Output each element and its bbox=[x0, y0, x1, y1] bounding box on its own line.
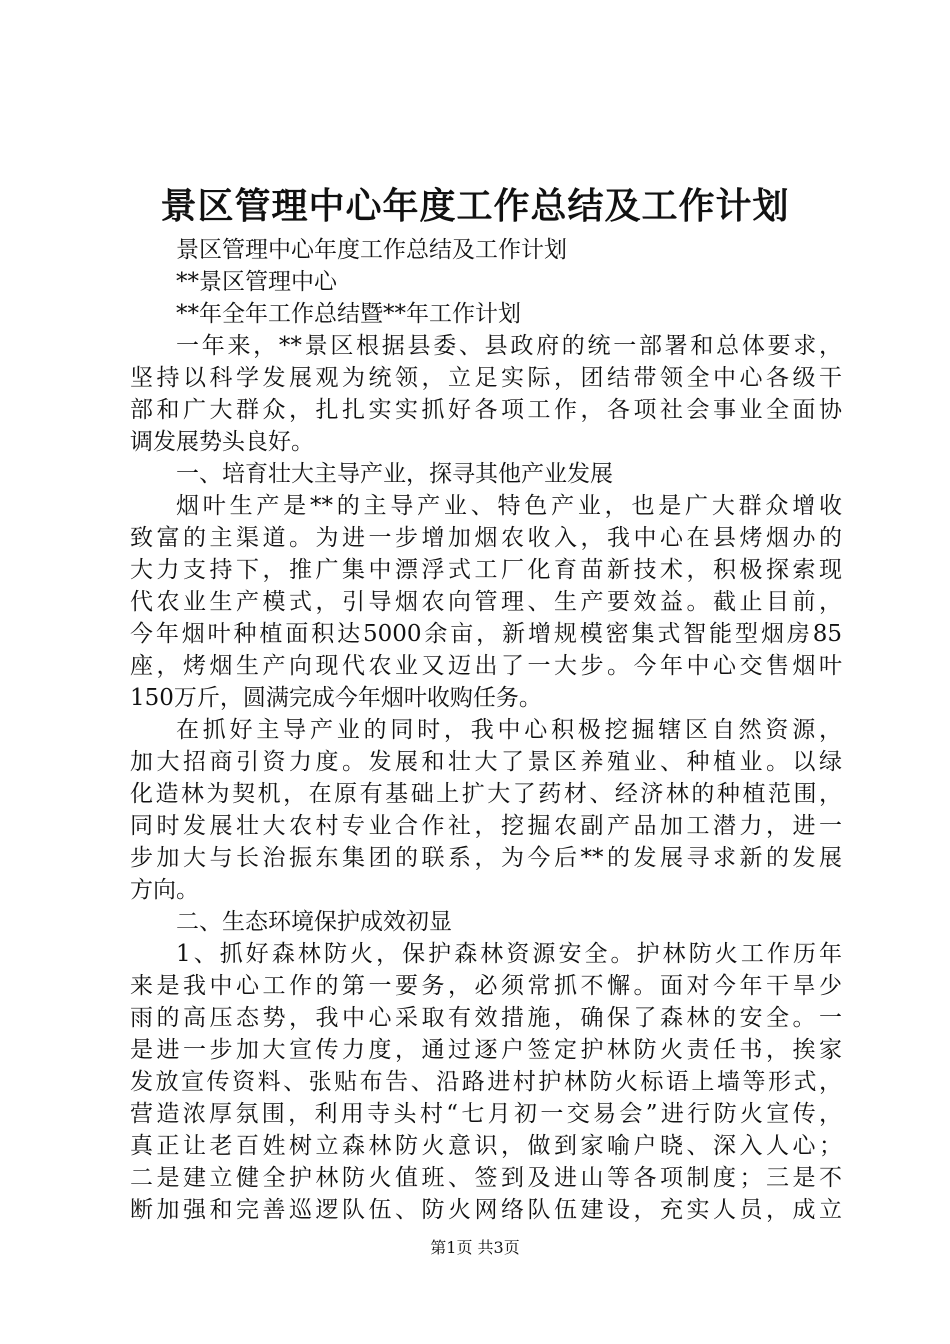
text-line: 坚持以科学发展观为统领，立足实际，团结带领全中心各级干 bbox=[130, 365, 842, 391]
page-footer: 第1页 共3页 bbox=[430, 1238, 520, 1257]
text-line: 化造林为契机，在原有基础上扩大了药材、经济林的种植范围， bbox=[130, 781, 842, 807]
text-line: 是进一步加大宣传力度，通过逐户签定护林防火责任书，挨家 bbox=[130, 1037, 842, 1063]
text-line: **年全年工作总结暨**年工作计划 bbox=[176, 301, 521, 327]
text-line: 营造浓厚氛围，利用寺头村“七月初一交易会”进行防火宣传， bbox=[130, 1101, 842, 1127]
text-line: 一、培育壮大主导产业，探寻其他产业发展 bbox=[176, 461, 613, 487]
document-title: 景区管理中心年度工作总结及工作计划 bbox=[160, 185, 790, 227]
text-line: 部和广大群众，扎扎实实抓好各项工作，各项社会事业全面协 bbox=[130, 397, 842, 423]
text-line: 发放宣传资料、张贴布告、沿路进村护林防火标语上墙等形式， bbox=[130, 1069, 842, 1095]
document-body bbox=[130, 234, 842, 1226]
text-line: 150万斤，圆满完成今年烟叶收购任务。 bbox=[130, 685, 542, 711]
text-line: 今年烟叶种植面积达5000余亩，新增规模密集式智能型烟房85 bbox=[130, 621, 842, 647]
text-line: 一年来，**景区根据县委、县政府的统一部署和总体要求， bbox=[176, 333, 842, 359]
text-line: 真正让老百姓树立森林防火意识，做到家喻户晓、深入人心； bbox=[130, 1133, 842, 1159]
text-line: 来是我中心工作的第一要务，必须常抓不懈。面对今年干旱少 bbox=[130, 973, 842, 999]
text-line: 调发展势头良好。 bbox=[130, 429, 314, 455]
text-line: 断加强和完善巡逻队伍、防火网络队伍建设，充实人员，成立 bbox=[130, 1197, 842, 1223]
text-line: 同时发展壮大农村专业合作社，挖掘农副产品加工潜力，进一 bbox=[130, 813, 842, 839]
text-line: 二是建立健全护林防火值班、签到及进山等各项制度；三是不 bbox=[130, 1165, 842, 1191]
text-line: 座，烤烟生产向现代农业又迈出了一大步。今年中心交售烟叶 bbox=[130, 653, 842, 679]
text-line: **景区管理中心 bbox=[176, 269, 337, 295]
text-line: 代农业生产模式，引导烟农向管理、生产要效益。截止目前， bbox=[130, 589, 842, 615]
text-line: 景区管理中心年度工作总结及工作计划 bbox=[176, 237, 567, 263]
text-line: 在抓好主导产业的同时，我中心积极挖掘辖区自然资源， bbox=[176, 717, 842, 743]
text-line: 二、生态环境保护成效初显 bbox=[176, 909, 452, 935]
text-line: 加大招商引资力度。发展和壮大了景区养殖业、种植业。以绿 bbox=[130, 749, 842, 775]
text-line: 方向。 bbox=[130, 877, 199, 903]
text-line: 雨的高压态势，我中心采取有效措施，确保了森林的安全。一 bbox=[130, 1005, 842, 1031]
text-line: 烟叶生产是**的主导产业、特色产业，也是广大群众增收 bbox=[176, 493, 842, 519]
text-line: 步加大与长治振东集团的联系，为今后**的发展寻求新的发展 bbox=[130, 845, 842, 871]
text-line: 1、抓好森林防火，保护森林资源安全。护林防火工作历年 bbox=[176, 941, 842, 967]
text-line: 致富的主渠道。为进一步增加烟农收入，我中心在县烤烟办的 bbox=[130, 525, 842, 551]
text-line: 大力支持下，推广集中漂浮式工厂化育苗新技术，积极探索现 bbox=[130, 557, 842, 583]
